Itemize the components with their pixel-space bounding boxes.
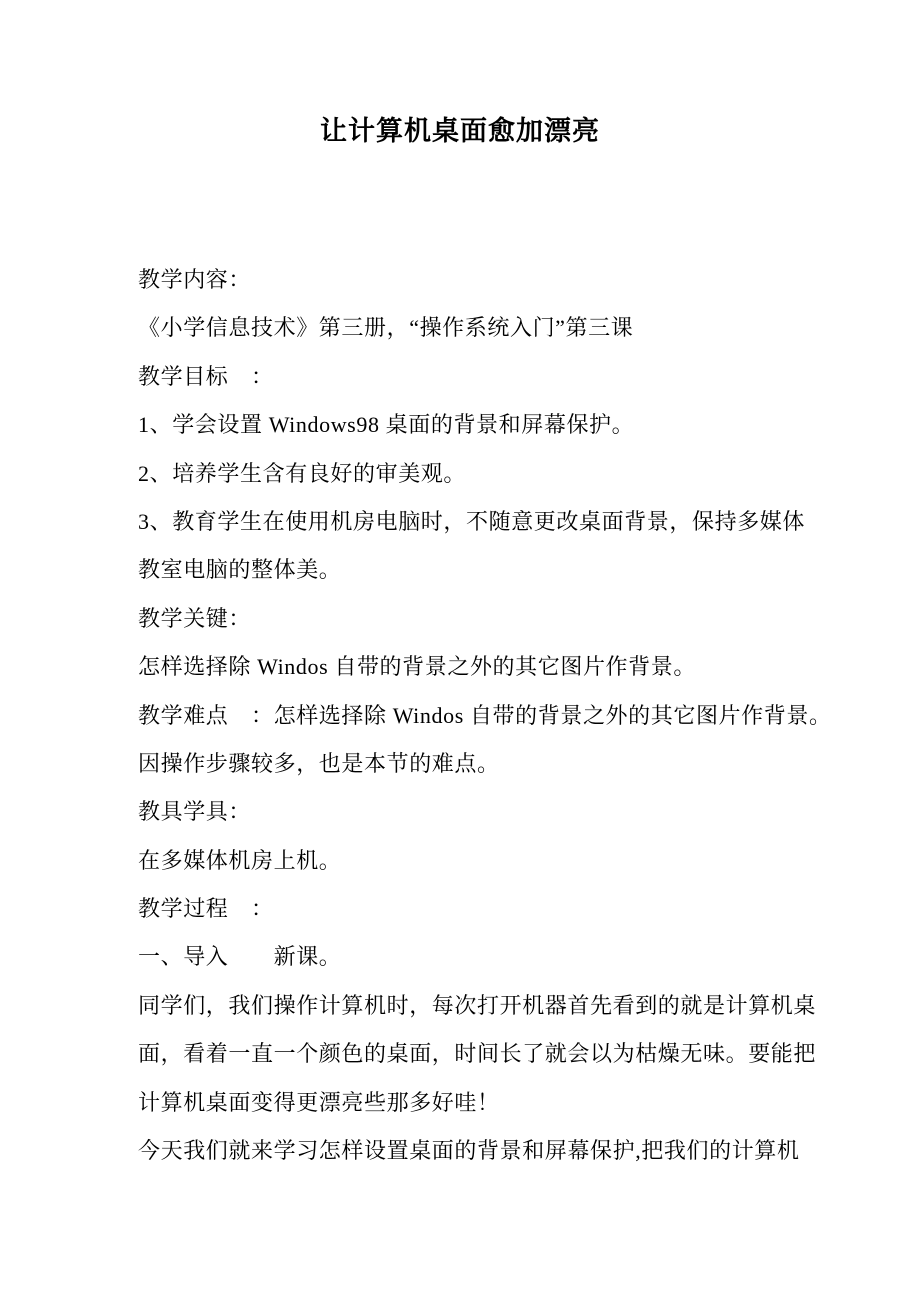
document-line: 在多媒体机房上机。 <box>138 847 342 873</box>
document-line: 教学目标 ： <box>138 363 274 389</box>
document-line: 3、教育学生在使用机房电脑时，不随意更改桌面背景，保持多媒体 <box>138 508 806 534</box>
document-line: 教学难点 ：怎样选择除 Windos 自带的背景之外的其它图片作背景。 <box>138 702 832 728</box>
document-line: 面，看着一直一个颜色的桌面，时间长了就会以为枯燥无味。要能把 <box>138 1041 817 1067</box>
document-line: 因操作步骤较多，也是本节的难点。 <box>138 750 500 776</box>
document-line: 教学内容： <box>138 267 252 292</box>
document-line: 教具学具： <box>138 799 252 825</box>
document-title: 让计算机桌面愈加漂亮 <box>320 116 600 147</box>
document-line: 同学们，我们操作计算机时，每次打开机器首先看到的就是计算机桌 <box>138 992 817 1018</box>
document-line: 今天我们就来学习怎样设置桌面的背景和屏幕保护,把我们的计算机 <box>138 1138 800 1164</box>
document-line: 计算机桌面变得更漂亮些那多好哇！ <box>138 1089 500 1115</box>
document-line: 1、学会设置 Windows98 桌面的背景和屏幕保护。 <box>138 412 635 438</box>
document-line: 教室电脑的整体美。 <box>138 557 342 583</box>
document-line: 怎样选择除 Windos 自带的背景之外的其它图片作背景。 <box>138 654 696 680</box>
document-body <box>138 256 832 1175</box>
document-line: 2、培养学生含有良好的审美观。 <box>138 460 467 486</box>
document-line: 一、导入 新课。 <box>138 944 342 970</box>
document-line: 教学关键： <box>138 605 252 631</box>
document-line: 《小学信息技术》第三册，“操作系统入门”第三课 <box>138 315 634 341</box>
document-line: 教学过程 ： <box>138 896 274 922</box>
